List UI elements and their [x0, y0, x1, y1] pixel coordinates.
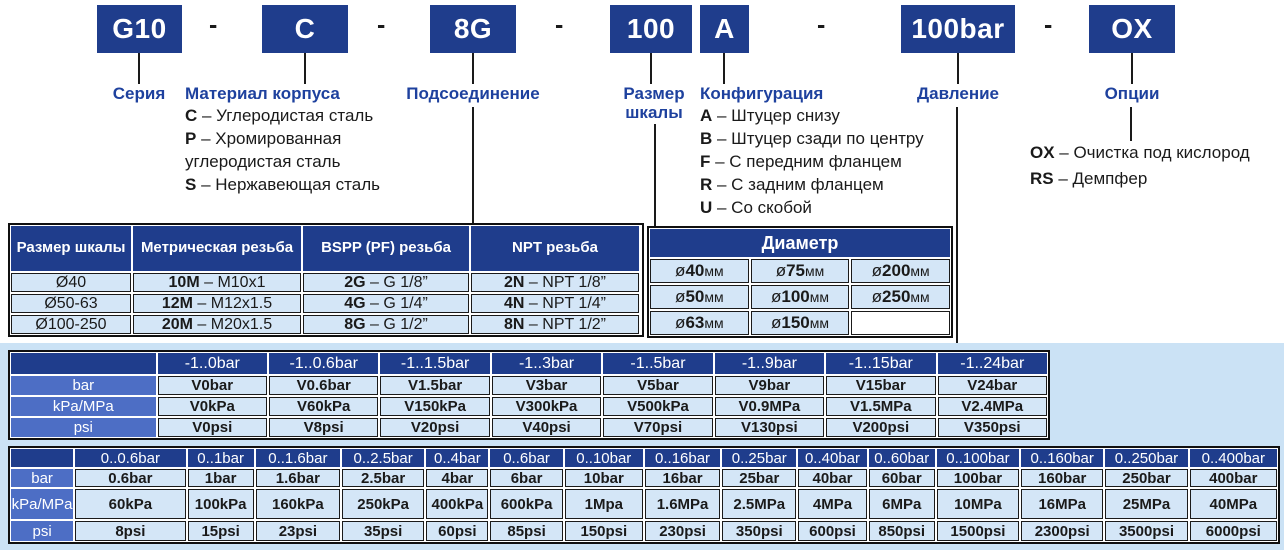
range-header: 0..40bar	[797, 448, 867, 468]
table-row	[10, 417, 1048, 438]
table-row	[649, 258, 951, 284]
table-row	[10, 375, 1048, 396]
range-header: 0..16bar	[644, 448, 721, 468]
thread-code-cell: 20M – M20x1.5	[132, 314, 302, 335]
range-value-cell: V5bar	[602, 375, 713, 396]
range-value-cell: 100kPa	[187, 488, 255, 520]
range-value-cell: 0.6bar	[74, 468, 186, 488]
configuration-options	[700, 104, 955, 219]
column-header: BSPP (PF) резьба	[302, 225, 470, 272]
option-item: U – Со скобой	[700, 198, 812, 217]
option-item: C – Углеродистая сталь	[185, 106, 374, 125]
range-header: 0..1.6bar	[255, 448, 341, 468]
range-value-cell: 1bar	[187, 468, 255, 488]
option-item: S – Нержавеющая сталь	[185, 175, 380, 194]
range-value-cell: 60psi	[425, 520, 489, 542]
series-label: Серия	[112, 84, 166, 103]
diameter-cell: ø40мм	[649, 258, 750, 284]
code-box-material: C	[262, 5, 348, 53]
range-value-cell: V9bar	[714, 375, 825, 396]
range-value-cell: 3500psi	[1104, 520, 1188, 542]
range-value-cell: 25bar	[721, 468, 797, 488]
table-row	[10, 293, 1270, 314]
range-header: 0..4bar	[425, 448, 489, 468]
row-label: kPa/MPa	[10, 488, 74, 520]
option-item: OX – Очистка под кислород	[1030, 143, 1250, 162]
range-value-cell: 35psi	[341, 520, 425, 542]
range-value-cell: V2.4MPa	[937, 396, 1048, 417]
configuration-section	[700, 84, 955, 219]
pressure-label: Давление	[917, 84, 999, 103]
range-value-cell: 2.5MPa	[721, 488, 797, 520]
range-value-cell: 400kPa	[425, 488, 489, 520]
diameter-header: Диаметр	[649, 228, 951, 258]
code-separator: -	[377, 11, 386, 39]
connector-line-dial-size	[654, 124, 656, 226]
range-value-cell: 100bar	[936, 468, 1020, 488]
range-value-cell: 1.6MPa	[644, 488, 721, 520]
diameter-cell: ø200мм	[850, 258, 951, 284]
range-value-cell: V350psi	[937, 417, 1048, 438]
range-value-cell: 1.6bar	[255, 468, 341, 488]
range-value-cell: 6000psi	[1189, 520, 1278, 542]
range-header: -1..5bar	[602, 352, 713, 375]
range-value-cell: 160bar	[1020, 468, 1104, 488]
range-value-cell: V150kPa	[379, 396, 490, 417]
options-label: Опции	[1104, 84, 1160, 103]
diameter-cell: ø75мм	[750, 258, 851, 284]
option-item: P – Хромированная углеродистая сталь	[185, 129, 342, 171]
range-value-cell: V0.6bar	[268, 375, 379, 396]
options-options	[1030, 140, 1280, 192]
table-row	[10, 488, 1278, 520]
range-header: 0..0.6bar	[74, 448, 186, 468]
row-label: kPa/MPa	[10, 396, 157, 417]
range-value-cell: V1.5MPa	[825, 396, 936, 417]
connector-line	[1131, 53, 1133, 84]
range-header: -1..15bar	[825, 352, 936, 375]
range-value-cell: V60kPa	[268, 396, 379, 417]
range-value-cell: V0bar	[157, 375, 268, 396]
range-header: 0..60bar	[868, 448, 936, 468]
range-value-cell: V70psi	[602, 417, 713, 438]
range-header: 0..2.5bar	[341, 448, 425, 468]
connector-line-options	[1130, 107, 1132, 141]
range-header: -1..0bar	[157, 352, 268, 375]
connection-label: Подсоединение	[406, 84, 540, 103]
range-header: 0..100bar	[936, 448, 1020, 468]
range-value-cell: 230psi	[644, 520, 721, 542]
code-box-configuration: A	[700, 5, 749, 53]
option-item: B – Штуцер сзади по центру	[700, 129, 924, 148]
thread-code-cell: 4G – G 1/4”	[302, 293, 470, 314]
range-value-cell: V24bar	[937, 375, 1048, 396]
connection-table	[8, 223, 644, 337]
range-value-cell: V1.5bar	[379, 375, 490, 396]
range-header: 0..6bar	[489, 448, 563, 468]
range-value-cell: V0kPa	[157, 396, 268, 417]
connector-line	[472, 53, 474, 84]
range-value-cell: 150psi	[564, 520, 644, 542]
range-value-cell: 40MPa	[1189, 488, 1278, 520]
vacuum-range-table	[8, 350, 1050, 440]
column-header: Метрическая резьба	[132, 225, 302, 272]
dial-size-cell: Ø50-63	[10, 293, 132, 314]
range-value-cell: 350psi	[721, 520, 797, 542]
range-value-cell: 250kPa	[341, 488, 425, 520]
range-value-cell: 10MPa	[936, 488, 1020, 520]
thread-code-cell: 4N – NPT 1/4”	[470, 293, 640, 314]
column-header: Размер шкалы	[10, 225, 132, 272]
range-value-cell: V130psi	[714, 417, 825, 438]
corner-cell	[10, 448, 74, 468]
range-value-cell: V3bar	[491, 375, 602, 396]
range-value-cell: 250bar	[1104, 468, 1188, 488]
table-row	[10, 396, 1048, 417]
range-header: 0..250bar	[1104, 448, 1188, 468]
code-separator: -	[555, 11, 564, 39]
range-value-cell: 400bar	[1189, 468, 1278, 488]
range-value-cell: V500kPa	[602, 396, 713, 417]
diameter-cell: ø250мм	[850, 284, 951, 310]
row-label: bar	[10, 468, 74, 488]
table-row	[10, 272, 1270, 293]
range-value-cell: 10bar	[564, 468, 644, 488]
range-value-cell: 15psi	[187, 520, 255, 542]
dial-size-cell: Ø40	[10, 272, 132, 293]
pressure-range-table	[8, 446, 1280, 544]
material-options	[185, 104, 407, 196]
range-value-cell: 6bar	[489, 468, 563, 488]
column-header: NPT резьба	[470, 225, 640, 272]
connector-line	[304, 53, 306, 84]
code-box-dial-size: 100	[610, 5, 692, 53]
range-value-cell: 850psi	[868, 520, 936, 542]
code-box-pressure: 100bar	[901, 5, 1015, 53]
range-value-cell: 4bar	[425, 468, 489, 488]
option-item: R – С задним фланцем	[700, 175, 884, 194]
range-value-cell: V20psi	[379, 417, 490, 438]
table-row	[10, 468, 1278, 488]
connector-line	[723, 53, 725, 84]
range-header: -1..3bar	[491, 352, 602, 375]
range-value-cell: 25MPa	[1104, 488, 1188, 520]
range-header: 0..25bar	[721, 448, 797, 468]
code-box-options: OX	[1089, 5, 1175, 53]
diameter-table	[647, 226, 953, 338]
range-value-cell: V8psi	[268, 417, 379, 438]
range-value-cell: 16bar	[644, 468, 721, 488]
connector-line	[138, 53, 140, 84]
diameter-cell: ø63мм	[649, 310, 750, 336]
thread-code-cell: 2N – NPT 1/8”	[470, 272, 640, 293]
thread-code-cell: 12M – M12x1.5	[132, 293, 302, 314]
diameter-cell: ø150мм	[750, 310, 851, 336]
range-value-cell: 600kPa	[489, 488, 563, 520]
configuration-label: Конфигурация	[700, 84, 824, 103]
dial-size-cell: Ø100-250	[10, 314, 132, 335]
thread-code-cell: 2G – G 1/8”	[302, 272, 470, 293]
row-label: psi	[10, 520, 74, 542]
connector-line	[957, 53, 959, 84]
range-value-cell: 8psi	[74, 520, 186, 542]
range-value-cell: V40psi	[491, 417, 602, 438]
connector-line	[650, 53, 652, 84]
code-separator: -	[817, 11, 826, 39]
range-tables-band	[0, 343, 1284, 550]
option-item: F – С передним фланцем	[700, 152, 902, 171]
diameter-cell: ø100мм	[750, 284, 851, 310]
diameter-cell-empty	[850, 310, 951, 336]
thread-code-cell: 10M – M10x1	[132, 272, 302, 293]
code-separator: -	[209, 11, 218, 39]
range-header: -1..24bar	[937, 352, 1048, 375]
thread-code-cell: 8G – G 1/2”	[302, 314, 470, 335]
range-header: -1..1.5bar	[379, 352, 490, 375]
row-label: psi	[10, 417, 157, 438]
range-value-cell: V15bar	[825, 375, 936, 396]
range-value-cell: 1Mpa	[564, 488, 644, 520]
range-value-cell: 60kPa	[74, 488, 186, 520]
range-value-cell: V0.9MPa	[714, 396, 825, 417]
range-header: -1..9bar	[714, 352, 825, 375]
range-value-cell: 16MPa	[1020, 488, 1104, 520]
range-value-cell: 85psi	[489, 520, 563, 542]
table-row	[10, 520, 1278, 542]
thread-code-cell: 8N – NPT 1/2”	[470, 314, 640, 335]
range-value-cell: 600psi	[797, 520, 867, 542]
code-separator: -	[1044, 11, 1053, 39]
dial-size-label: Размер шкалы	[623, 84, 685, 122]
material-section	[185, 84, 417, 196]
table-row	[649, 284, 951, 310]
diameter-cell: ø50мм	[649, 284, 750, 310]
options-section	[1030, 140, 1280, 192]
range-value-cell: 60bar	[868, 468, 936, 488]
code-box-series: G10	[97, 5, 182, 53]
range-value-cell: 23psi	[255, 520, 341, 542]
option-item: RS – Демпфер	[1030, 169, 1148, 188]
range-header: -1..0.6bar	[268, 352, 379, 375]
range-header: 0..10bar	[564, 448, 644, 468]
range-value-cell: 2300psi	[1020, 520, 1104, 542]
range-value-cell: V300kPa	[491, 396, 602, 417]
corner-cell	[10, 352, 157, 375]
option-item: A – Штуцер снизу	[700, 106, 840, 125]
connector-line-connection	[472, 107, 474, 223]
range-value-cell: 2.5bar	[341, 468, 425, 488]
range-value-cell: 4MPa	[797, 488, 867, 520]
row-label: bar	[10, 375, 157, 396]
range-value-cell: 6MPa	[868, 488, 936, 520]
table-row	[649, 310, 951, 336]
range-value-cell: 160kPa	[255, 488, 341, 520]
table-row	[10, 314, 1270, 335]
range-value-cell: V0psi	[157, 417, 268, 438]
range-value-cell: V200psi	[825, 417, 936, 438]
code-box-connection: 8G	[430, 5, 516, 53]
material-label: Материал корпуса	[185, 84, 340, 103]
range-header: 0..1bar	[187, 448, 255, 468]
range-value-cell: 40bar	[797, 468, 867, 488]
range-header: 0..160bar	[1020, 448, 1104, 468]
range-header: 0..400bar	[1189, 448, 1278, 468]
range-value-cell: 1500psi	[936, 520, 1020, 542]
